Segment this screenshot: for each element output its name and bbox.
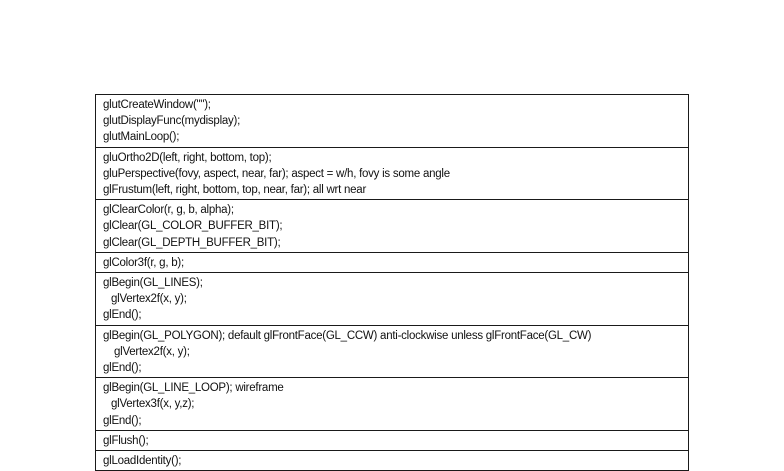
code-line: glVertex2f(x, y); [111, 293, 187, 306]
section-cell-line-loop [96, 378, 689, 431]
code-line: glFlush(); [103, 434, 149, 447]
table-row [96, 200, 689, 253]
code-line: glVertex2f(x, y); [114, 345, 190, 358]
code-line: glutMainLoop(); [103, 131, 180, 144]
table-row [96, 430, 689, 450]
code-line: glutDisplayFunc(mydisplay); [103, 115, 241, 128]
table-row [96, 273, 689, 326]
code-line: glLoadIdentity(); [103, 455, 182, 468]
section-cell-clear [96, 200, 689, 253]
code-line: glBegin(GL_POLYGON); default glFrontFace(GL_CCW) anti-clockwise unless glFrontFace(GL_CW) [103, 329, 592, 342]
code-line: glColor3f(r, g, b); [103, 256, 184, 269]
code-line: glEnd(); [103, 414, 142, 427]
code-line: glBegin(GL_LINES); [103, 277, 203, 290]
code-line: glutCreateWindow(""); [103, 99, 211, 111]
section-cell-lines [96, 273, 689, 326]
code-line: glClear(GL_DEPTH_BUFFER_BIT); [103, 236, 281, 249]
table-row [96, 325, 689, 378]
table-row [96, 95, 689, 148]
section-cell-flush [96, 430, 689, 450]
section-cell-load-identity [96, 451, 689, 471]
code-line: glVertex3f(x, y,z); [111, 398, 195, 411]
table-row [96, 451, 689, 471]
code-line: glBegin(GL_LINE_LOOP); wireframe [103, 382, 284, 395]
code-line: glFrustum(left, right, bottom, top, near, far); all wrt near [103, 184, 367, 197]
code-line: gluOrtho2D(left, right, bottom, top); [103, 151, 272, 164]
section-cell-polygon [96, 325, 689, 378]
opengl-function-reference-table [95, 94, 689, 471]
table-row [96, 252, 689, 272]
code-line: glClearColor(r, g, b, alpha); [103, 204, 234, 217]
code-line: glClear(GL_COLOR_BUFFER_BIT); [103, 220, 283, 233]
table-row [96, 147, 689, 200]
section-cell-window [96, 95, 689, 148]
code-line: glEnd(); [103, 309, 142, 322]
code-line: gluPerspective(fovy, aspect, near, far); aspect = w/h, fovy is some angle [103, 167, 450, 180]
table-row [96, 378, 689, 431]
code-line: glEnd(); [103, 362, 142, 375]
section-cell-color [96, 252, 689, 272]
section-cell-projection [96, 147, 689, 200]
